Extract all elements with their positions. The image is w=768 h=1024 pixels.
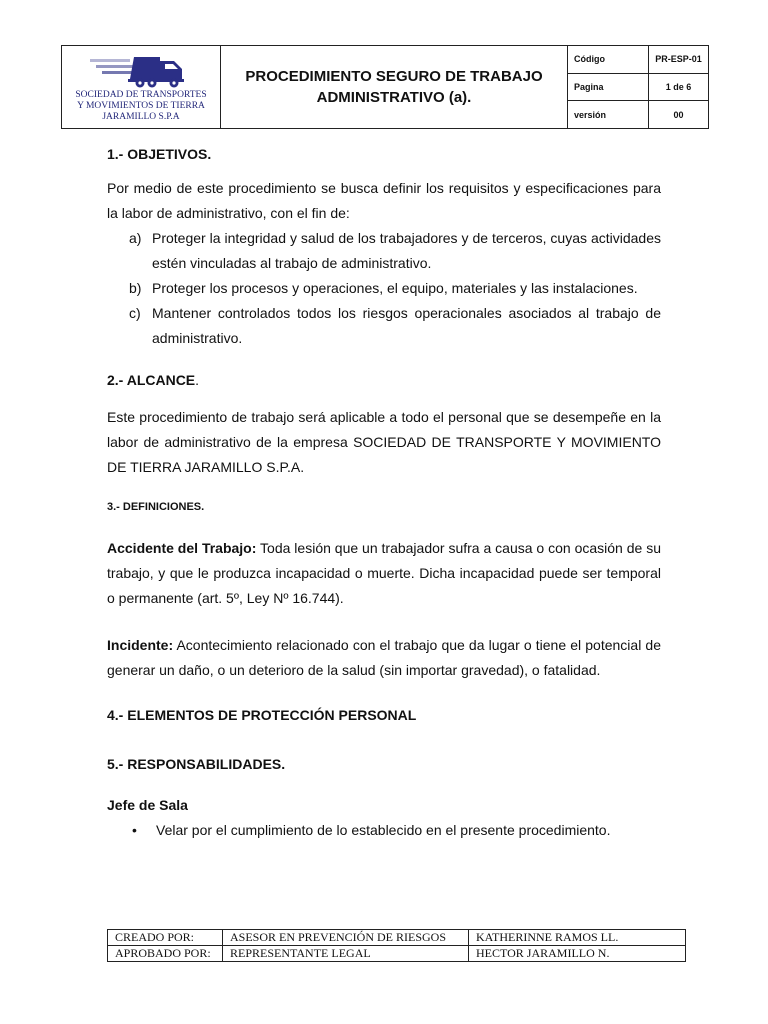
- document-body: [107, 140, 661, 843]
- table-cell: REPRESENTANTE LEGAL: [223, 946, 469, 962]
- list-item-label: a): [129, 230, 142, 246]
- meta-value: 00: [673, 109, 684, 120]
- objetivos-list: [107, 226, 661, 351]
- table-row: [108, 930, 686, 946]
- meta-value: 1 de 6: [665, 82, 692, 92]
- list-item-label: b): [129, 280, 142, 296]
- document-meta: [568, 46, 708, 128]
- table-cell: KATHERINNE RAMOS LL.: [469, 930, 686, 946]
- role-heading-jefe-de-sala: Jefe de Sala: [107, 797, 188, 813]
- section-heading-definiciones: 3.- DEFINICIONES.: [107, 501, 205, 513]
- meta-row-codigo: [568, 46, 708, 74]
- meta-row-pagina: [568, 74, 708, 102]
- meta-label: versión: [568, 101, 649, 128]
- logo-text-line: SOCIEDAD DE TRANSPORTES: [75, 90, 207, 100]
- responsibility-list: [107, 818, 661, 843]
- alcance-heading-text: 2.- ALCANCE: [107, 372, 196, 388]
- definition-text: Acontecimiento relacionado con el trabajo que da lugar o tiene el potencial de generar un daño, o un deterioro de la salud (sin importar gravedad), o fatalidad.: [107, 637, 661, 678]
- meta-value: PR-ESP-01: [655, 54, 702, 65]
- logo-text-line: JARAMILLO S.P.A: [102, 112, 180, 122]
- document-title: [221, 46, 568, 128]
- list-item: [107, 226, 661, 276]
- definition-text: Toda lesión que un trabajador sufra a causa o con ocasión de su trabajo, y que le produzca incapacidad o muerte. Dicha incapacidad puede ser temporal o permanente (art. 5º, Ley Nº 16.744).: [107, 540, 662, 606]
- section-heading-alcance: [107, 368, 661, 393]
- document-header: [61, 45, 709, 129]
- section-heading-epp: 4.- ELEMENTOS DE PROTECCIÓN PERSONAL: [107, 707, 417, 723]
- definition-term: Incidente:: [107, 637, 174, 653]
- definition-incidente: [107, 633, 661, 683]
- meta-row-version: [568, 101, 708, 128]
- table-cell: ASESOR EN PREVENCIÓN DE RIESGOS: [223, 930, 469, 946]
- bullet-icon: •: [132, 822, 137, 838]
- definition-accidente: [107, 536, 661, 611]
- title-line-1: PROCEDIMIENTO SEGURO DE TRABAJO: [245, 68, 543, 85]
- list-item: [107, 276, 661, 301]
- logo-text-line: Y MOVIMIENTOS DE TIERRA: [77, 101, 205, 111]
- table-cell: CREADO POR:: [108, 930, 223, 946]
- objetivos-intro: Por medio de este procedimiento se busca definir los requisitos y especificaciones para la labor de administrativo, con el fin de:: [107, 180, 661, 221]
- list-item-label: c): [129, 305, 141, 321]
- list-item-text: Mantener controlados todos los riesgos operacionales asociados al trabajo de administrativo.: [152, 305, 661, 346]
- table-cell: APROBADO POR:: [108, 946, 223, 962]
- company-logo: [62, 46, 221, 128]
- company-logo-text: [75, 90, 206, 123]
- meta-label: Pagina: [568, 74, 649, 101]
- alcance-text: Este procedimiento de trabajo será aplicable a todo el personal que se desempeñe en la labor de administrativo de la empresa SOCIEDAD DE TRANSPORTE Y MOVIMIENTO DE TIERRA JARAMILLO S.P.A.: [107, 409, 661, 475]
- table-row: [108, 946, 686, 962]
- list-item: [107, 301, 661, 351]
- definition-term: Accidente del Trabajo:: [107, 540, 257, 556]
- alcance-heading-period: .: [195, 372, 200, 388]
- approval-table: [107, 929, 686, 962]
- list-item-text: Velar por el cumplimiento de lo establecido en el presente procedimiento.: [156, 822, 611, 838]
- list-item-text: Proteger la integridad y salud de los trabajadores y de terceros, cuyas actividades estén vinculadas al trabajo de administrativo.: [152, 230, 661, 271]
- list-item-text: Proteger los procesos y operaciones, el equipo, materiales y las instalaciones.: [152, 280, 638, 296]
- title-line-2: ADMINISTRATIVO (a).: [316, 89, 472, 106]
- truck-icon: [86, 51, 196, 89]
- table-cell: HECTOR JARAMILLO N.: [469, 946, 686, 962]
- meta-label: Código: [568, 46, 649, 73]
- section-heading-responsabilidades: 5.- RESPONSABILIDADES.: [107, 756, 286, 772]
- section-heading-objetivos: 1.- OBJETIVOS.: [107, 146, 212, 162]
- list-item: [107, 818, 661, 843]
